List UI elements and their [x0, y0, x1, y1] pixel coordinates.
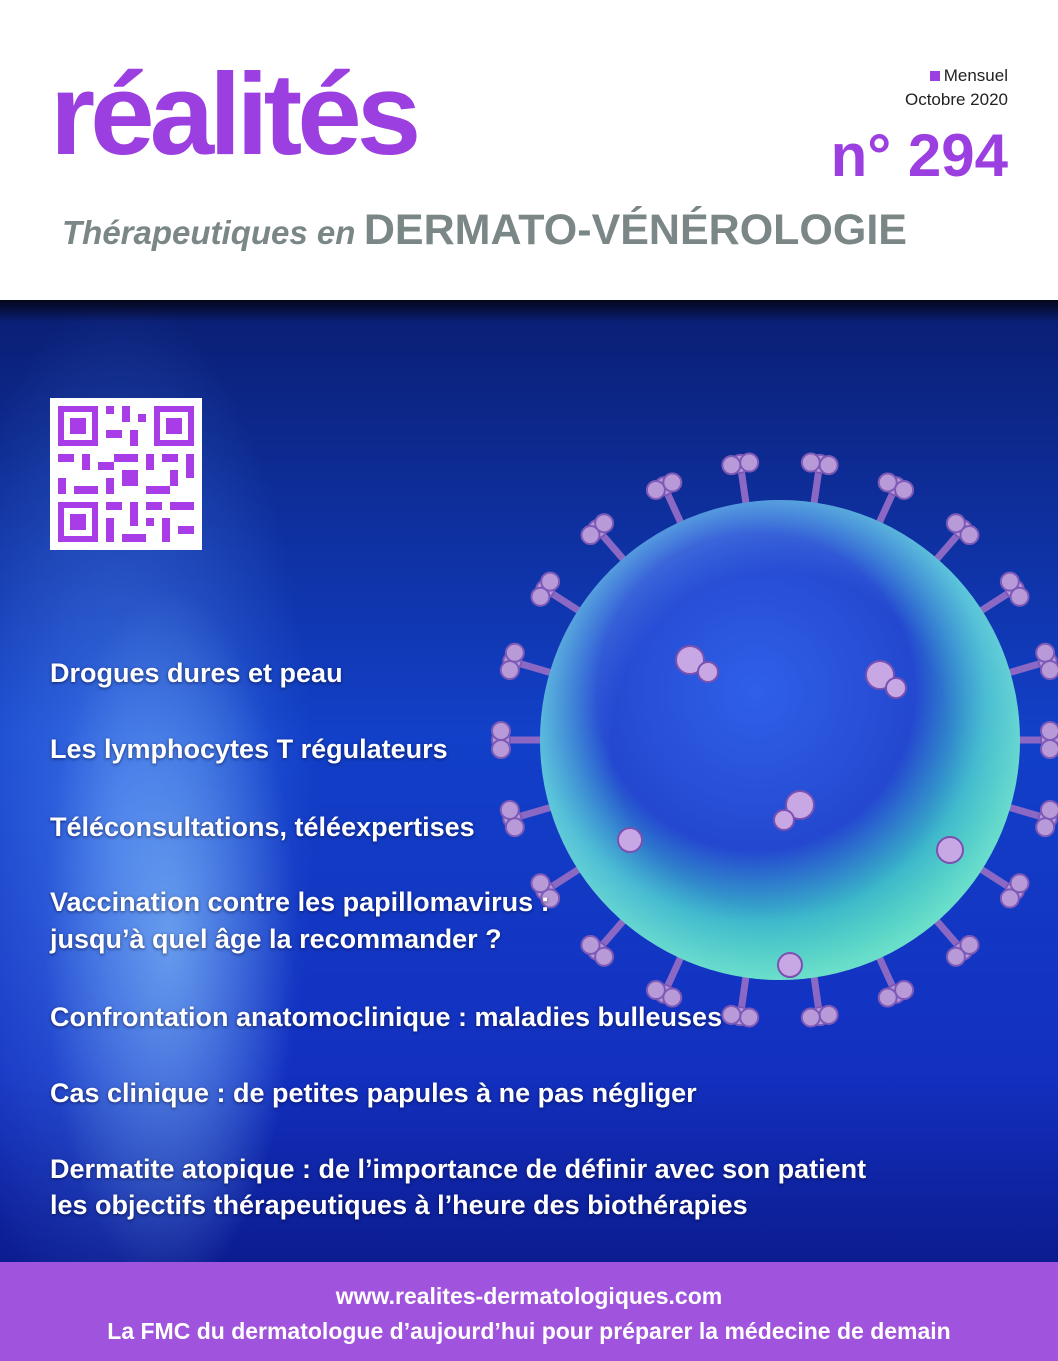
- website-link[interactable]: www.realites-dermatologiques.com: [335, 1283, 723, 1309]
- spike-head: [947, 948, 965, 966]
- spike-head: [501, 661, 519, 679]
- spike-head: [1011, 588, 1029, 606]
- headline: Téléconsultations, téléexpertises: [50, 812, 475, 842]
- spike-head: [1041, 740, 1058, 758]
- spike-head: [492, 740, 510, 758]
- spike-head: [820, 456, 838, 474]
- tagline: La FMC du dermatologue d’aujourd’hui pour préparer la médecine de demain: [107, 1318, 951, 1344]
- spike-head: [541, 573, 559, 591]
- headline: Vaccination contre les papillomavirus :: [50, 887, 550, 917]
- virus-halo: [540, 500, 1020, 980]
- spike-head: [492, 722, 510, 740]
- spike-head: [595, 514, 613, 532]
- spike-head: [961, 526, 979, 544]
- issue-date: Octobre 2020: [904, 90, 1008, 109]
- footer-band: [0, 1262, 1058, 1361]
- magazine-title: réalités: [50, 49, 417, 179]
- spike-head: [722, 1006, 740, 1024]
- spike-head: [895, 981, 913, 999]
- spike-head: [1041, 722, 1058, 740]
- spike-head: [647, 981, 665, 999]
- spike-head: [802, 1008, 820, 1026]
- spike-head: [1041, 661, 1058, 679]
- headline-continued: les objectifs thérapeutiques à l’heure des biothérapies: [50, 1190, 748, 1220]
- headline: Dermatite atopique : de l’importance de définir avec son patient: [50, 1154, 867, 1184]
- magazine-subtitle: [62, 206, 907, 255]
- spike-head: [895, 481, 913, 499]
- issue-number: n° 294: [830, 122, 1008, 189]
- spike-head: [663, 473, 681, 491]
- cover-image: [0, 300, 1058, 1262]
- qr-code-icon[interactable]: [50, 398, 202, 550]
- spike-head: [879, 989, 897, 1007]
- masthead: [0, 0, 1058, 300]
- spike-head: [740, 454, 758, 472]
- spike-head: [1001, 889, 1019, 907]
- frequency-label: Mensuel: [943, 66, 1008, 85]
- frequency-line: [905, 64, 1008, 88]
- spike-head: [820, 1006, 838, 1024]
- spike-head: [581, 936, 599, 954]
- publication-info: [905, 64, 1008, 112]
- subtitle-specialty: DERMATO-VÉNÉROLOGIE: [363, 206, 907, 254]
- spike-head: [1036, 818, 1054, 836]
- headline: Confrontation anatomoclinique : maladies bulleuses: [50, 1002, 723, 1032]
- headline: Les lymphocytes T régulateurs: [50, 734, 448, 764]
- spike-head: [1041, 801, 1058, 819]
- spike-head: [1036, 644, 1054, 662]
- subtitle-italic: Thérapeutiques en: [62, 214, 356, 251]
- spike-head: [722, 456, 740, 474]
- spike-head: [506, 818, 524, 836]
- headline-continued: jusqu’à quel âge la recommander ?: [50, 924, 502, 954]
- spike-head: [506, 644, 524, 662]
- spike-head: [647, 481, 665, 499]
- spike-head: [879, 473, 897, 491]
- headline: Cas clinique : de petites papules à ne pas négliger: [50, 1078, 697, 1108]
- headline: Drogues dures et peau: [50, 658, 343, 688]
- spike-head: [501, 801, 519, 819]
- spike-head: [802, 454, 820, 472]
- coronavirus-illustration: [480, 410, 1058, 1030]
- square-bullet-icon: [930, 71, 940, 81]
- spike-head: [740, 1008, 758, 1026]
